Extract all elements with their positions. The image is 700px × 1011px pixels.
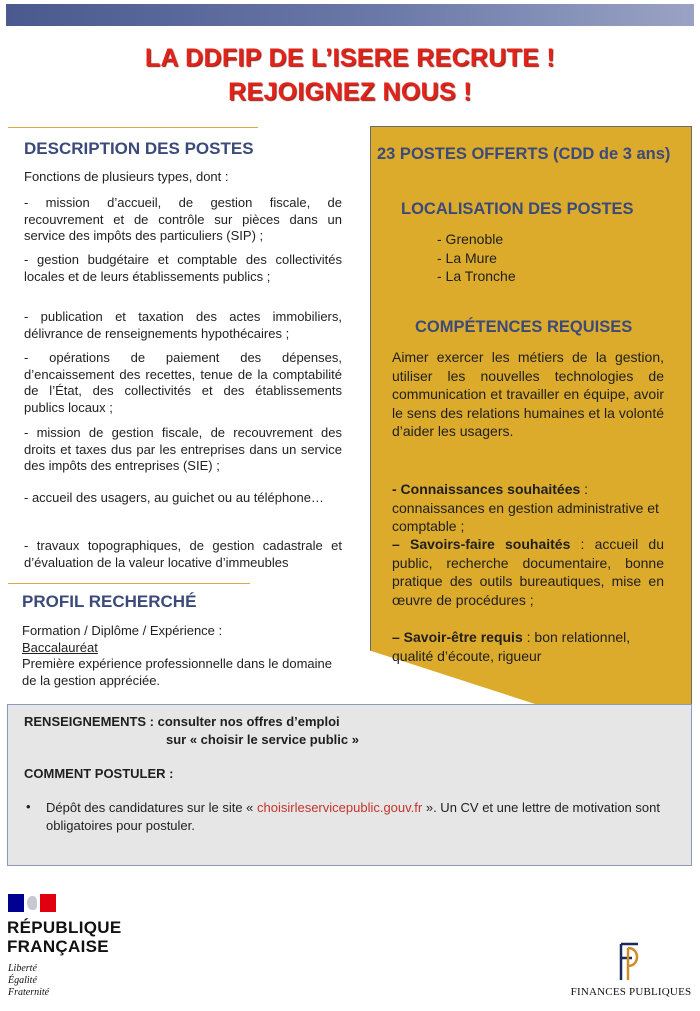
motto-fraternite: Fraternité — [8, 987, 50, 998]
rf-line2: FRANÇAISE — [7, 937, 109, 956]
savoiretre-text: : bon relationnel, qualité d’écoute, rigueur — [392, 629, 631, 664]
bullet-icon: • — [26, 799, 31, 814]
competences-heading: COMPÉTENCES REQUISES — [415, 318, 633, 336]
section-divider — [8, 127, 258, 128]
posts-offered: 23 POSTES OFFERTS (CDD de 3 ans) — [377, 145, 671, 163]
marianne-flag-logo — [8, 894, 56, 912]
finances-publiques-label: FINANCES PUBLIQUES — [570, 986, 692, 998]
connaissances-text: : connaissances en gestion administrative et comptable ; — [392, 481, 659, 534]
savoiretre-label: – Savoir-être requis — [392, 629, 523, 645]
savoirfaire-block — [392, 535, 664, 609]
description-item-1: - mission d’accueil, de gestion fiscale, de recouvrement et de contrôle sur pièces dans un service des impôts des particuliers (SIP) ; — [24, 195, 342, 243]
location-list — [437, 230, 516, 286]
description-item-2: - gestion budgétaire et comptable des collectivités locales et de leurs établissements publics ; — [24, 252, 342, 284]
localisation-heading: LOCALISATION DES POSTES — [401, 200, 634, 218]
renseignements-line1: RENSEIGNEMENTS : consulter nos offres d’emploi — [24, 714, 340, 729]
description-item-6: - accueil des usagers, au guichet ou au téléphone… — [24, 490, 324, 505]
description-item-4: - opérations de paiement des dépenses, d’encaissement des recettes, tenue de la comptabilité de l’État, des collectivités et des établissements publics locaux ; — [24, 350, 342, 415]
postuler-after: ». Un CV et une lettre de motivation sont obligatoires pour postuler. — [46, 800, 660, 833]
page-title-line1: LA DDFIP DE L’ISERE RECRUTE ! — [144, 44, 556, 72]
location-item: - La Mure — [437, 249, 497, 266]
connaissances-block — [392, 480, 664, 536]
savoirfaire-text: : accueil du public, recherche documentaire, bonne pratique des outils bureautiques, mise en œuvre de procédures ; — [392, 536, 664, 608]
renseignements-line2: sur « choisir le service public » — [166, 732, 359, 747]
savoiretre-block — [392, 628, 664, 665]
top-banner-bar — [6, 4, 694, 26]
location-item: - La Tronche — [437, 268, 516, 284]
description-heading: DESCRIPTION DES POSTES — [24, 139, 254, 158]
profil-diploma: Baccalauréat — [22, 640, 98, 655]
postuler-before: Dépôt des candidatures sur le site « — [46, 800, 258, 815]
description-item-3: - publication et taxation des actes immobiliers, délivrance de renseignements hypothécaires ; — [24, 309, 342, 341]
finances-publiques-logo-icon — [612, 940, 644, 984]
profil-heading: PROFIL RECHERCHÉ — [22, 592, 197, 611]
motto-egalite: Égalité — [8, 975, 37, 986]
section-divider — [8, 583, 250, 584]
competences-text: Aimer exercer les métiers de la gestion, utiliser les nouvelles technologies de communication et travailler en équipe, avoir le sens des relations humaines et la volonté d’aider les usagers. — [392, 349, 664, 439]
rf-line1: RÉPUBLIQUE — [7, 918, 122, 937]
comment-postuler-heading: COMMENT POSTULER : — [24, 766, 174, 781]
profil-line1: Formation / Diplôme / Expérience : — [22, 623, 223, 638]
service-public-link[interactable]: choisirleservicepublic.gouv.fr — [257, 800, 423, 815]
connaissances-label: - Connaissances souhaitées — [392, 481, 581, 497]
description-item-7: - travaux topographiques, de gestion cadastrale et d’évaluation de la valeur locative d’immeubles — [24, 538, 342, 570]
savoirfaire-label: – Savoirs-faire souhaités — [392, 536, 571, 552]
description-item-5: - mission de gestion fiscale, de recouvrement des droits et taxes dus par les entreprises dans un service des impôts des entreprises (SIE) ; — [24, 425, 342, 473]
postuler-text — [46, 799, 676, 835]
profil-experience: Première expérience professionnelle dans le domaine de la gestion appréciée. — [22, 656, 333, 688]
motto-liberte: Liberté — [8, 963, 37, 974]
description-intro: Fonctions de plusieurs types, dont : — [24, 169, 229, 184]
location-item: - Grenoble — [437, 231, 504, 247]
page-title-line2: REJOIGNEZ NOUS ! — [228, 78, 472, 106]
